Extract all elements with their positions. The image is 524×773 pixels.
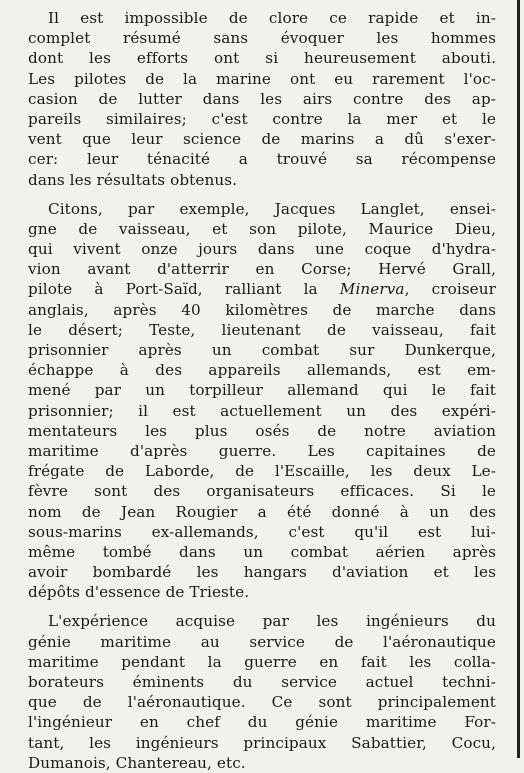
- text-line: sous-marins ex-allemands, c'est qu'il est lui-: [28, 522, 496, 541]
- text-line: Il est impossible de clore ce rapide et in-: [48, 9, 496, 27]
- text-line: vent que leur science de marins a dû s'exer-: [28, 130, 496, 149]
- text-line: mené par un torpilleur allemand qui le fait: [28, 381, 496, 400]
- text-line: pareils similaires; c'est contre la mer et le: [28, 109, 496, 128]
- text-line: fèvre sont des organisateurs efficaces. Si le: [28, 482, 496, 501]
- text-line: mentateurs les plus osés de notre aviation: [28, 421, 496, 440]
- text-line: frégate de Laborde, de l'Escaille, les deux Le-: [28, 462, 496, 481]
- text-line: dans les résultats obtenus.: [28, 170, 238, 189]
- text-line: dépôts d'essence de Trieste.: [28, 583, 250, 602]
- text-line: Dumanois, Chantereau, etc.: [28, 753, 246, 772]
- text-line: maritime d'après guerre. Les capitaines de: [28, 441, 496, 460]
- text-line: vion avant d'atterrir en Corse; Hervé Grall,: [28, 260, 496, 279]
- text-line: borateurs éminents du service actuel techni-: [28, 673, 496, 691]
- article-column: [28, 0, 496, 773]
- text-line: le désert; Teste, lieutenant de vaisseau, fait: [28, 320, 496, 339]
- text-line: anglais, après 40 kilomètres de marche dans: [28, 300, 496, 319]
- text-line: dont les efforts ont si heureusement abouti.: [28, 49, 496, 68]
- text-line: tant, les ingénieurs principaux Sabattier, Cocu,: [28, 733, 496, 752]
- text-line: prisonnier; il est actuellement un des expéri-: [28, 401, 496, 420]
- text-line: que de l'aéronautique. Ce sont principalement: [28, 693, 496, 712]
- text-line: maritime pendant la guerre en fait les colla-: [28, 652, 496, 671]
- text-line: casion de lutter dans les airs contre des ap-: [28, 89, 496, 108]
- paragraph-2: [28, 199, 496, 603]
- paragraph-3: [28, 611, 496, 773]
- text-line: échappe à des appareils allemands, est em-: [28, 361, 496, 380]
- text-line: complet résumé sans évoquer les hommes: [28, 29, 496, 48]
- cropped-previous-line: [28, 0, 496, 8]
- text-line: nom de Jean Rougier a été donné à un des: [28, 502, 496, 521]
- text-line: l'ingénieur en chef du génie maritime For-: [28, 713, 496, 732]
- text-line: pilote à Port-Saïd, ralliant la Minerva, croiseur: [28, 280, 496, 299]
- text-line: gne de vaisseau, et son pilote, Maurice Dieu,: [28, 219, 496, 238]
- text-line: avoir bombardé les hangars d'aviation et les: [28, 563, 496, 582]
- text-line: Citons, par exemple, Jacques Langlet, ensei-: [48, 199, 496, 218]
- text-line: Les pilotes de la marine ont eu rarement l'oc-: [28, 69, 496, 88]
- text-line: qui vivent onze jours dans une coque d'hydra-: [28, 240, 496, 259]
- text-line: même tombé dans un combat aérien après: [28, 542, 496, 561]
- column-rule: [517, 0, 520, 758]
- text-line: génie maritime au service de l'aéronautique: [28, 632, 496, 651]
- paragraph-1: [28, 8, 496, 190]
- text-line: cer: leur ténacité a trouvé sa récompense: [28, 150, 496, 169]
- text-line: prisonnier après un combat sur Dunkerque,: [28, 341, 496, 359]
- text-line: L'expérience acquise par les ingénieurs du: [48, 612, 496, 631]
